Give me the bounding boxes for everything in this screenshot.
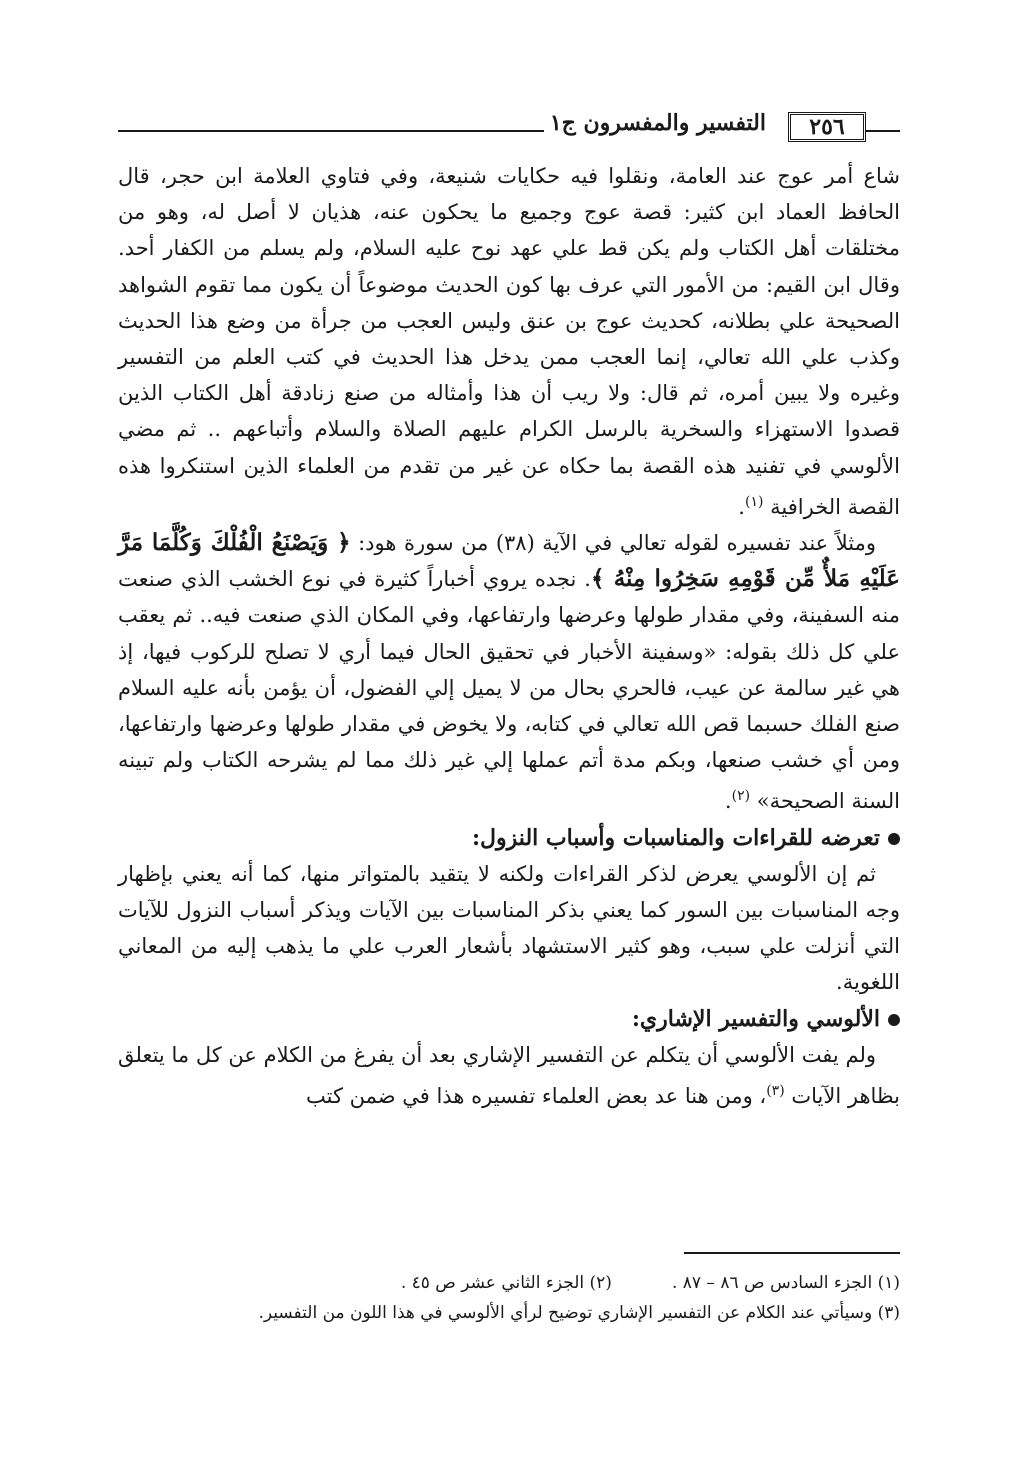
paragraph-2-rest: . نجده يروي أخباراً كثيرة في نوع الخشب الذي صنعت منه السفينة، وفي مقدار طولها وعرضها وارتفاعها، وفي المكان الذي صنعت فيه.. ثم يعقب علي كل ذلك بقوله: «وسفينة الأخبار في تحقيق الحال فيما أري لا تصلح للركوب فيها، إذ هي غير سالمة عن عيب، فالحري بحال من لا يميل إلي الفضول، أن يؤمن بأنه عليه السلام صنع الفلك حسبما قص الله تعالي في كتابه، ولا يخوض في مقدار طولها وعرضها وارتفاعها، ومن أي خشب صنعها، وبكم مدة أتم عملها إلي غير ذلك مما لم يشرحه الكتاب ولم تبينه السنة الصحيحة» — [118, 567, 900, 814]
page-header — [118, 108, 900, 150]
paragraph-4 — [118, 1037, 900, 1114]
section-heading-ishari-text: الألوسي والتفسير الإشاري: — [631, 1005, 880, 1032]
header-rule-right — [860, 130, 900, 132]
footnote-ref-3: (٣) — [766, 1083, 785, 1100]
footnote-2: (٢) الجزء الثاني عشر ص ٤٥ . — [400, 1273, 612, 1293]
footnotes — [118, 1268, 900, 1328]
paragraph-3: ثم إن الألوسي يعرض لذكر القراءات ولكنه لا يتقيد بالمتواتر منها، كما أنه يعني بإظهار وجه المناسبات بين السور كما يعني بذكر المناسبات بين الآيات ويذكر أسباب النزول للآيات التي أنزلت علي سبب، وهو كثير الاستشهاد بأشعار العرب علي ما يذهب إليه من المعاني اللغوية. — [118, 861, 900, 995]
footnote-1: (١) الجزء السادس ص ٨٦ – ٨٧ . — [671, 1273, 900, 1293]
book-page — [118, 108, 900, 1408]
section-heading-ishari — [118, 1001, 900, 1037]
paragraph-2-start: ومثلاً عند تفسيره لقوله تعالي في الآية (٣٨) من سورة هود: — [358, 531, 876, 556]
quran-verse: ﴿ وَيَصْنَعُ الْفُلْكَ وَكُلَّمَا مَرَّ عَلَيْهِ مَلأٌ مِّن قَوْمِهِ سَخِرُوا مِنْهُ ﴾ — [118, 529, 900, 593]
paragraph-2: ومثلاً عند تفسيره لقوله تعالي في الآية (٣٨) من سورة هود: ﴿ وَيَصْنَعُ الْفُلْكَ وَكُلَّمَا مَرَّ عَلَيْهِ مَلأٌ مِّن قَوْمِهِ سَخِرُوا مِنْهُ ﴾. نجده يروي أخباراً كثيرة في نوع الخشب الذي صنعت منه السفينة، وفي مقدار طولها وعرضها وارتفاعها، وفي المكان الذي صنعت فيه.. ثم يعقب علي كل ذلك بقوله: «وسفينة الأخبار في تحقيق الحال فيما أري لا تصلح للركوب فيها، إذ هي غير سالمة عن عيب، فالحري بحال من لا يميل إلي الفضول، أن يؤمن بأنه عليه السلام صنع الفلك حسبما قص الله تعالي في كتابه، ولا يخوض في مقدار طولها وعرضها وارتفاعها، ومن أي خشب صنعها، وبكم مدة أتم عملها إلي غير ذلك مما لم يشرحه الكتاب ولم تبينه السنة الصحيحة» $^{(٢)}$. — [118, 529, 900, 814]
section-heading-readings-text: تعرضه للقراءات والمناسبات وأسباب النزول: — [471, 824, 880, 851]
bullet-icon — [888, 1014, 900, 1026]
paragraph-1: شاع أمر عوج عند العامة، ونقلوا فيه حكايات شنيعة، وفي فتاوي العلامة ابن حجر، قال الحافظ العماد ابن كثير: قصة عوج وجميع ما يحكون عنه، هذيان لا أصل له، وهو من مختلقات أهل الكتاب ولم يكن قط علي عهد نوح عليه السلام، ولم يسلم من الكفار أحد. وقال ابن القيم: من الأمور التي عرف بها كون الحديث موضوعاً أن يكون مما تقوم الشواهد الصحيحة علي بطلانه، كحديث عوج بن عنق وليس العجب من جرأة من وضع هذا الحديث وكذب علي الله تعالي، إنما العجب ممن يدخل هذا الحديث في كتب العلم من التفسير وغيره ولا يبين أمره، ثم قال: ولا ريب أن هذا وأمثاله من صنع زنادقة أهل الكتاب الذين قصدوا الاستهزاء والسخرية بالرسل الكرام عليهم الصلاة والسلام وأتباعهم .. ثم مضي الألوسي في تفنيد هذه القصة بما حكاه عن غير من تقدم من العلماء الذين استنكروا هذه القصة الخرافية $^{(١)}$. — [118, 164, 900, 519]
paragraph-4-text-a: ولم يفت الألوسي أن يتكلم عن التفسير الإشاري بعد أن يفرغ من الكلام عن كل ما يتعلق بظاهر الآيات — [118, 1042, 900, 1109]
page-number: ٢٥٦ — [788, 112, 866, 142]
paragraph-1-text: شاع أمر عوج عند العامة، ونقلوا فيه حكايات شنيعة، وفي فتاوي العلامة ابن حجر، قال الحافظ العماد ابن كثير: قصة عوج وجميع ما يحكون عنه، هذيان لا أصل له، وهو من مختلقات أهل الكتاب ولم يكن قط علي عهد نوح عليه السلام، ولم يسلم من الكفار أحد. وقال ابن القيم: من الأمور التي عرف بها كون الحديث موضوعاً أن يكون مما تقوم الشواهد الصحيحة علي بطلانه، كحديث عوج بن عنق وليس العجب من جرأة من وضع هذا الحديث وكذب علي الله تعالي، إنما العجب ممن يدخل هذا الحديث في كتب العلم من التفسير وغيره ولا يبين أمره، ثم قال: ولا ريب أن هذا وأمثاله من صنع زنادقة أهل الكتاب الذين قصدوا الاستهزاء والسخرية بالرسل الكرام عليهم الصلاة والسلام وأتباعهم .. ثم مضي الألوسي في تفنيد هذه القصة بما حكاه عن غير من تقدم من العلماء الذين استنكروا هذه القصة الخرافية — [118, 164, 900, 519]
bullet-icon — [888, 833, 900, 845]
footnote-ref-2: (٢) — [731, 788, 751, 805]
footnote-divider — [684, 1252, 900, 1254]
main-text — [118, 158, 900, 1114]
footnote-3: (٣) وسيأتي عند الكلام عن التفسير الإشاري توضيح لرأي الألوسي في هذا اللون من التفسير. — [258, 1303, 900, 1323]
section-heading-readings — [118, 820, 900, 856]
paragraph-4-text-b: ، ومن هنا عد بعض العلماء تفسيره هذا في ضمن كتب — [305, 1084, 767, 1109]
running-title: التفسير والمفسرون ج١ — [544, 110, 772, 136]
footnote-ref-1: (١) — [744, 493, 764, 510]
footnote-row — [118, 1268, 900, 1298]
